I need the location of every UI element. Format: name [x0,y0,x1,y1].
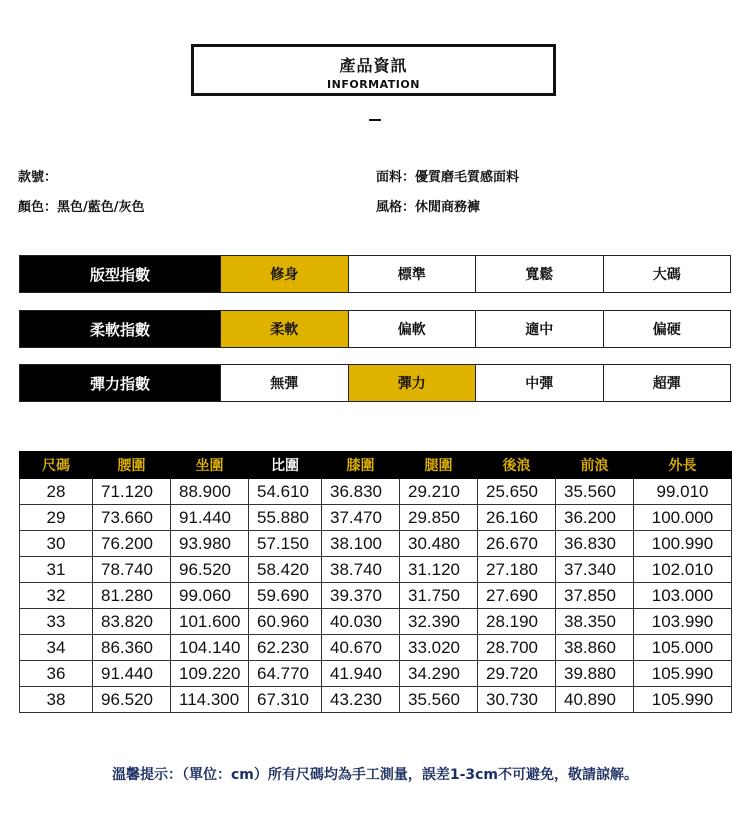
size-cell: 34.290 [400,661,478,687]
size-cell: 37.850 [556,583,634,609]
size-cell: 36.830 [322,479,400,505]
size-cell: 38.100 [322,531,400,557]
size-cell: 32.390 [400,609,478,635]
size-cell: 40.670 [322,635,400,661]
size-cell: 38.740 [322,557,400,583]
table-row [20,505,732,531]
table-row [20,479,732,505]
index-option: 彈力 [348,365,476,401]
size-cell: 26.670 [478,531,556,557]
table-row [20,531,732,557]
size-cell: 39.370 [322,583,400,609]
size-cell: 58.420 [249,557,322,583]
title-box [191,44,556,96]
size-cell: 81.280 [93,583,171,609]
fabric-info: 面料：優質磨毛質感面料 [376,170,520,185]
size-cell: 64.770 [249,661,322,687]
size-cell: 103.000 [634,583,732,609]
size-cell: 78.740 [93,557,171,583]
style-number: 款號： [18,170,58,185]
size-cell: 29.210 [400,479,478,505]
size-cell: 35.560 [556,479,634,505]
size-cell: 40.030 [322,609,400,635]
size-header-cell: 腿圍 [400,452,478,479]
index-option: 偏硬 [603,311,731,347]
size-cell: 105.990 [634,661,732,687]
size-cell: 38 [20,687,93,713]
index-row [19,255,731,293]
size-cell: 36 [20,661,93,687]
page-subtitle: INFORMATION [327,78,420,91]
size-cell: 103.990 [634,609,732,635]
size-cell: 100.000 [634,505,732,531]
size-cell: 83.820 [93,609,171,635]
index-option: 超彈 [603,365,731,401]
size-cell: 43.230 [322,687,400,713]
size-cell: 114.300 [171,687,249,713]
size-cell: 105.990 [634,687,732,713]
size-cell: 31 [20,557,93,583]
size-cell: 104.140 [171,635,249,661]
index-option: 偏軟 [348,311,476,347]
measurement-note: 溫馨提示：（單位：cm）所有尺碼均為手工測量，誤差1-3cm不可避免，敬請諒解。 [111,767,639,783]
size-header-cell: 尺碼 [20,452,93,479]
size-cell: 27.690 [478,583,556,609]
index-option: 標準 [348,256,476,292]
size-cell: 54.610 [249,479,322,505]
index-option: 寬鬆 [475,256,603,292]
size-header-cell: 比圍 [249,452,322,479]
index-option: 大碼 [603,256,731,292]
size-cell: 36.830 [556,531,634,557]
size-cell: 29.720 [478,661,556,687]
size-cell: 91.440 [93,661,171,687]
size-cell: 99.010 [634,479,732,505]
size-cell: 91.440 [171,505,249,531]
page-title: 產品資訊 [339,56,408,75]
size-cell: 31.120 [400,557,478,583]
size-cell: 30 [20,531,93,557]
size-cell: 28 [20,479,93,505]
size-header-cell: 後浪 [478,452,556,479]
size-cell: 29 [20,505,93,531]
size-cell: 31.750 [400,583,478,609]
size-header-cell: 腰圍 [93,452,171,479]
size-cell: 102.010 [634,557,732,583]
size-cell: 57.150 [249,531,322,557]
size-header-cell: 坐圍 [171,452,249,479]
size-cell: 86.360 [93,635,171,661]
size-cell: 101.600 [171,609,249,635]
size-cell: 38.350 [556,609,634,635]
size-cell: 76.200 [93,531,171,557]
index-label: 柔軟指數 [20,311,220,347]
size-cell: 33 [20,609,93,635]
size-cell: 109.220 [171,661,249,687]
size-cell: 30.480 [400,531,478,557]
size-cell: 67.310 [249,687,322,713]
size-cell: 28.190 [478,609,556,635]
size-cell: 96.520 [93,687,171,713]
index-option: 適中 [475,311,603,347]
index-row [19,364,731,402]
size-cell: 60.960 [249,609,322,635]
table-row [20,609,732,635]
size-cell: 33.020 [400,635,478,661]
size-cell: 99.060 [171,583,249,609]
index-label: 彈力指數 [20,365,220,401]
size-cell: 28.700 [478,635,556,661]
index-option: 柔軟 [220,311,348,347]
index-option: 修身 [220,256,348,292]
size-cell: 25.650 [478,479,556,505]
size-table [19,451,732,713]
size-cell: 27.180 [478,557,556,583]
size-cell: 62.230 [249,635,322,661]
size-cell: 26.160 [478,505,556,531]
size-table-header [20,452,732,479]
size-cell: 29.850 [400,505,478,531]
size-cell: 96.520 [171,557,249,583]
size-cell: 40.890 [556,687,634,713]
table-row [20,661,732,687]
size-cell: 100.990 [634,531,732,557]
size-header-cell: 膝圍 [322,452,400,479]
size-cell: 35.560 [400,687,478,713]
table-row [20,635,732,661]
size-cell: 38.860 [556,635,634,661]
size-cell: 105.000 [634,635,732,661]
color-info: 顏色：黑色/藍色/灰色 [18,200,145,215]
size-header-cell: 前浪 [556,452,634,479]
size-cell: 71.120 [93,479,171,505]
index-option: 中彈 [475,365,603,401]
size-cell: 73.660 [93,505,171,531]
size-cell: 32 [20,583,93,609]
size-cell: 55.880 [249,505,322,531]
title-divider [369,119,381,121]
index-row [19,310,731,348]
size-header-cell: 外長 [634,452,732,479]
size-cell: 88.900 [171,479,249,505]
table-row [20,687,732,713]
size-cell: 37.470 [322,505,400,531]
index-option: 無彈 [220,365,348,401]
size-cell: 59.690 [249,583,322,609]
size-cell: 39.880 [556,661,634,687]
index-label: 版型指數 [20,256,220,292]
table-row [20,557,732,583]
size-cell: 34 [20,635,93,661]
size-cell: 37.340 [556,557,634,583]
table-row [20,583,732,609]
style-info: 風格：休閒商務褲 [376,200,481,215]
size-cell: 36.200 [556,505,634,531]
size-cell: 93.980 [171,531,249,557]
size-cell: 30.730 [478,687,556,713]
size-cell: 41.940 [322,661,400,687]
